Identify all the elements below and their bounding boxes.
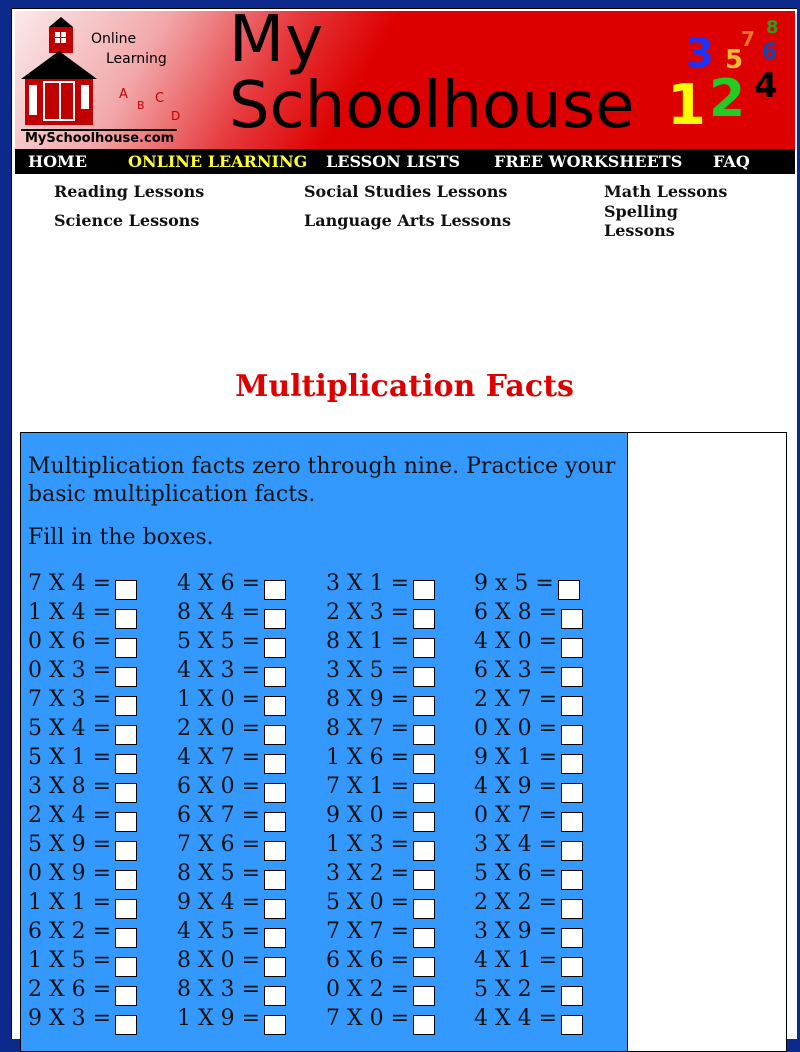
worksheet-intro: Multiplication facts zero through nine. Practice your basic multiplication facts. (28, 454, 616, 507)
answer-input[interactable] (561, 841, 583, 861)
fact-equation: 2 X 2 = (474, 890, 558, 915)
fact-item (28, 946, 137, 975)
answer-input[interactable] (115, 870, 137, 890)
fact-equation: 5 X 5 = (177, 629, 261, 654)
answer-input[interactable] (115, 841, 137, 861)
fact-item (474, 656, 583, 685)
fact-equation: 5 X 1 = (28, 745, 112, 770)
fact-equation: 5 X 0 = (326, 890, 410, 915)
answer-input[interactable] (413, 783, 435, 803)
fact-equation: 1 X 5 = (28, 948, 112, 973)
fact-item (177, 598, 286, 627)
fact-item (28, 772, 137, 801)
number-4: 4 (754, 66, 778, 106)
fact-equation: 1 X 6 = (326, 745, 410, 770)
fact-equation: 2 X 7 = (474, 687, 558, 712)
answer-input[interactable] (561, 725, 583, 745)
worksheet-panel (21, 433, 628, 1051)
fact-equation: 6 X 7 = (177, 803, 261, 828)
fact-equation: 3 X 9 = (474, 919, 558, 944)
fact-item (474, 830, 583, 859)
fact-equation: 7 X 3 = (28, 687, 112, 712)
fact-equation: 2 X 6 = (28, 977, 112, 1002)
answer-input[interactable] (561, 638, 583, 658)
nav-lesson-lists[interactable]: LESSON LISTS (326, 152, 461, 171)
link-social-studies-lessons[interactable]: Social Studies Lessons (304, 182, 508, 201)
fact-equation: 6 X 3 = (474, 658, 558, 683)
answer-input[interactable] (561, 870, 583, 890)
fact-item (474, 888, 583, 917)
fact-item (474, 685, 583, 714)
side-cell (628, 433, 786, 1051)
fact-equation: 1 X 0 = (177, 687, 261, 712)
answer-input[interactable] (115, 580, 137, 600)
fact-item (326, 859, 435, 888)
fact-equation: 9 X 1 = (474, 745, 558, 770)
fact-equation: 4 X 0 = (474, 629, 558, 654)
fact-equation: 8 X 7 = (326, 716, 410, 741)
answer-input[interactable] (115, 928, 137, 948)
site-title-schoolhouse: Schoolhouse (229, 69, 635, 143)
bell-tower-roof-icon (49, 17, 73, 27)
fact-equation: 3 X 4 = (474, 832, 558, 857)
answer-input[interactable] (413, 667, 435, 687)
fact-item (177, 714, 286, 743)
fact-item (326, 975, 435, 1004)
fact-item (474, 975, 583, 1004)
fact-item (28, 859, 137, 888)
number-5: 5 (725, 45, 744, 75)
fact-equation: 1 X 9 = (177, 1006, 261, 1031)
answer-input[interactable] (561, 899, 583, 919)
fact-item (474, 743, 583, 772)
nav-free-worksheets[interactable]: FREE WORKSHEETS (494, 152, 683, 171)
fact-item (326, 714, 435, 743)
fact-equation: 4 X 9 = (474, 774, 558, 799)
fact-item (474, 598, 583, 627)
fact-equation: 0 X 3 = (28, 658, 112, 683)
answer-input[interactable] (413, 957, 435, 977)
answer-input[interactable] (561, 1015, 583, 1035)
number-3: 3 (686, 31, 714, 77)
fact-equation: 4 X 6 = (177, 571, 261, 596)
nav-faq[interactable]: FAQ (713, 152, 750, 171)
fact-item (28, 1004, 137, 1033)
fact-equation: 5 X 2 = (474, 977, 558, 1002)
answer-input[interactable] (264, 580, 286, 600)
worksheet-table (20, 432, 787, 1052)
answer-input[interactable] (264, 928, 286, 948)
fact-equation: 8 X 5 = (177, 861, 261, 886)
fact-equation: 2 X 4 = (28, 803, 112, 828)
fact-equation: 3 X 8 = (28, 774, 112, 799)
fact-item (28, 743, 137, 772)
fact-item (177, 627, 286, 656)
fact-item (177, 656, 286, 685)
fact-equation: 6 X 8 = (474, 600, 558, 625)
answer-input[interactable] (264, 638, 286, 658)
fact-equation: 0 X 9 = (28, 861, 112, 886)
fact-item (474, 627, 583, 656)
answer-input[interactable] (264, 609, 286, 629)
fact-item (28, 627, 137, 656)
fact-item (28, 888, 137, 917)
site-title-my: My (229, 11, 325, 77)
fact-equation: 1 X 1 = (28, 890, 112, 915)
fact-item (474, 801, 583, 830)
fact-equation: 1 X 4 = (28, 600, 112, 625)
link-math-lessons[interactable]: Math Lessons (604, 182, 728, 201)
answer-input[interactable] (264, 1015, 286, 1035)
fact-item (177, 743, 286, 772)
fact-item (326, 946, 435, 975)
fact-item (177, 1004, 286, 1033)
fact-item (177, 888, 286, 917)
fact-equation: 9 X 0 = (326, 803, 410, 828)
answer-input[interactable] (413, 841, 435, 861)
answer-input[interactable] (115, 957, 137, 977)
fact-item (326, 830, 435, 859)
fact-equation: 9 X 4 = (177, 890, 261, 915)
logo-text-learning: Learning (106, 51, 167, 67)
answer-input[interactable] (561, 696, 583, 716)
fact-equation: 6 X 2 = (28, 919, 112, 944)
answer-input[interactable] (264, 957, 286, 977)
fact-equation: 8 X 0 = (177, 948, 261, 973)
fact-item (326, 801, 435, 830)
right-window-icon (81, 85, 89, 109)
fact-equation: 7 X 4 = (28, 571, 112, 596)
answer-input[interactable] (264, 783, 286, 803)
fact-equation: 7 X 1 = (326, 774, 410, 799)
fact-item (177, 569, 286, 598)
fact-item (326, 917, 435, 946)
fact-item (177, 772, 286, 801)
answer-input[interactable] (561, 667, 583, 687)
fact-item (177, 975, 286, 1004)
fact-equation: 2 X 3 = (326, 600, 410, 625)
fact-equation: 8 X 9 = (326, 687, 410, 712)
answer-input[interactable] (413, 812, 435, 832)
answer-input[interactable] (561, 928, 583, 948)
answer-input[interactable] (264, 841, 286, 861)
fact-item (326, 627, 435, 656)
answer-input[interactable] (264, 870, 286, 890)
answer-input[interactable] (558, 580, 580, 600)
answer-input[interactable] (115, 783, 137, 803)
fact-equation: 3 X 2 = (326, 861, 410, 886)
fact-equation: 0 X 7 = (474, 803, 558, 828)
fact-item (474, 917, 583, 946)
answer-input[interactable] (413, 986, 435, 1006)
answer-input[interactable] (264, 986, 286, 1006)
fact-equation: 0 X 6 = (28, 629, 112, 654)
worksheet-instruction: Fill in the boxes. (28, 525, 214, 550)
logo-site-name: MySchoolhouse.com (25, 131, 175, 146)
fact-equation: 8 X 1 = (326, 629, 410, 654)
fact-equation: 5 X 9 = (28, 832, 112, 857)
answer-input[interactable] (115, 638, 137, 658)
schoolhouse-logo[interactable] (19, 15, 179, 147)
fact-item (326, 569, 435, 598)
letter-b: B (137, 99, 145, 112)
fact-equation: 2 X 0 = (177, 716, 261, 741)
answer-input[interactable] (115, 986, 137, 1006)
fact-item (177, 859, 286, 888)
fact-equation: 7 X 6 = (177, 832, 261, 857)
fact-item (326, 685, 435, 714)
fact-item (28, 598, 137, 627)
door-icon (43, 81, 75, 121)
fact-equation: 3 X 1 = (326, 571, 410, 596)
answer-input[interactable] (561, 754, 583, 774)
nav-home[interactable]: HOME (28, 152, 87, 171)
fact-equation: 4 X 1 = (474, 948, 558, 973)
answer-input[interactable] (413, 1015, 435, 1035)
fact-item (474, 1004, 583, 1033)
tower-window-icon (55, 32, 66, 43)
nav-online-learning[interactable]: ONLINE LEARNING (128, 152, 308, 171)
answer-input[interactable] (561, 986, 583, 1006)
fact-item (177, 917, 286, 946)
left-window-icon (29, 85, 37, 115)
answer-input[interactable] (115, 899, 137, 919)
answer-input[interactable] (115, 1015, 137, 1035)
answer-input[interactable] (264, 696, 286, 716)
fact-item (28, 975, 137, 1004)
number-1: 1 (667, 73, 706, 138)
fact-item (326, 743, 435, 772)
fact-item (326, 656, 435, 685)
number-7: 7 (741, 27, 755, 51)
fact-equation: 4 X 7 = (177, 745, 261, 770)
answer-input[interactable] (561, 783, 583, 803)
fact-item (474, 772, 583, 801)
fact-item (28, 830, 137, 859)
fact-item (28, 714, 137, 743)
page-title: Multiplication Facts (235, 369, 574, 405)
fact-item (326, 598, 435, 627)
fact-equation: 5 X 4 = (28, 716, 112, 741)
answer-input[interactable] (413, 928, 435, 948)
answer-input[interactable] (413, 899, 435, 919)
letter-d: D (171, 109, 181, 123)
fact-item (326, 1004, 435, 1033)
answer-input[interactable] (413, 580, 435, 600)
fact-equation: 3 X 5 = (326, 658, 410, 683)
answer-input[interactable] (413, 725, 435, 745)
answer-input[interactable] (413, 638, 435, 658)
logo-text-online: Online (91, 31, 137, 47)
fact-equation: 9 X 3 = (28, 1006, 112, 1031)
fact-equation: 4 X 4 = (474, 1006, 558, 1031)
answer-input[interactable] (561, 957, 583, 977)
page-container (11, 8, 797, 1039)
answer-input[interactable] (413, 609, 435, 629)
fact-equation: 0 X 2 = (326, 977, 410, 1002)
fact-equation: 6 X 6 = (326, 948, 410, 973)
fact-item (474, 946, 583, 975)
main-nav (15, 149, 795, 174)
answer-input[interactable] (115, 725, 137, 745)
fact-equation: 1 X 3 = (326, 832, 410, 857)
answer-input[interactable] (264, 899, 286, 919)
fact-equation: 5 X 6 = (474, 861, 558, 886)
fact-item (28, 656, 137, 685)
fact-equation: 4 X 5 = (177, 919, 261, 944)
link-spelling-lessons[interactable]: Spelling Lessons (604, 202, 678, 240)
fact-equation: 4 X 3 = (177, 658, 261, 683)
answer-input[interactable] (413, 870, 435, 890)
answer-input[interactable] (115, 754, 137, 774)
fact-item (326, 888, 435, 917)
answer-input[interactable] (264, 812, 286, 832)
fact-item (28, 569, 137, 598)
answer-input[interactable] (115, 609, 137, 629)
fact-equation: 0 X 0 = (474, 716, 558, 741)
number-2: 2 (709, 69, 746, 129)
answer-input[interactable] (115, 812, 137, 832)
fact-item (28, 917, 137, 946)
answer-input[interactable] (264, 754, 286, 774)
fact-item (177, 830, 286, 859)
fact-equation: 9 x 5 = (474, 571, 554, 596)
answer-input[interactable] (115, 667, 137, 687)
fact-equation: 8 X 3 = (177, 977, 261, 1002)
fact-item (474, 569, 580, 598)
fact-item (474, 859, 583, 888)
fact-item (474, 714, 583, 743)
fact-item (177, 946, 286, 975)
answer-input[interactable] (264, 725, 286, 745)
schoolhouse-roof-icon (21, 51, 97, 79)
number-8: 8 (766, 17, 779, 38)
fact-item (326, 772, 435, 801)
link-language-arts-lessons[interactable]: Language Arts Lessons (304, 211, 511, 230)
answer-input[interactable] (561, 812, 583, 832)
answer-input[interactable] (413, 696, 435, 716)
schoolhouse-icon (25, 79, 93, 125)
fact-item (177, 685, 286, 714)
fact-item (28, 801, 137, 830)
fact-equation: 7 X 7 = (326, 919, 410, 944)
site-banner (15, 11, 795, 149)
number-6: 6 (762, 40, 778, 65)
link-science-lessons[interactable]: Science Lessons (54, 211, 200, 230)
answer-input[interactable] (561, 609, 583, 629)
answer-input[interactable] (413, 754, 435, 774)
fact-equation: 7 X 0 = (326, 1006, 410, 1031)
letter-c: C (155, 91, 165, 106)
letter-a: A (119, 87, 128, 102)
fact-equation: 8 X 4 = (177, 600, 261, 625)
fact-item (28, 685, 137, 714)
answer-input[interactable] (264, 667, 286, 687)
answer-input[interactable] (115, 696, 137, 716)
link-reading-lessons[interactable]: Reading Lessons (54, 182, 205, 201)
fact-equation: 6 X 0 = (177, 774, 261, 799)
fact-item (177, 801, 286, 830)
